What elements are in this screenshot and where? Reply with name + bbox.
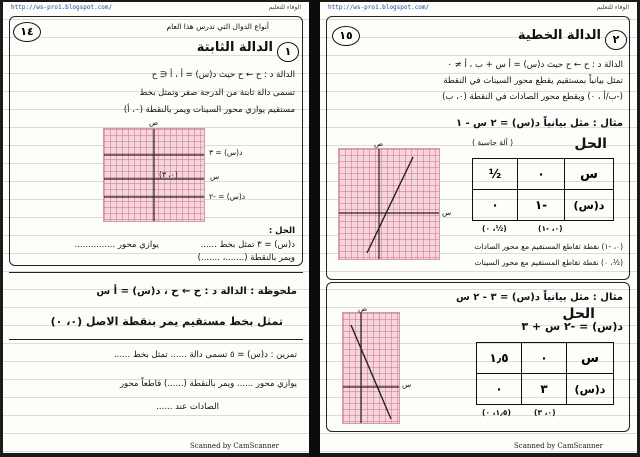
left-solution-heading: الحل : (268, 226, 295, 236)
left-graph-x-label: س (210, 172, 220, 181)
right-ex2-table-x1: ٠ (522, 343, 567, 374)
left-solution-line-2: يوازي محور ............... (74, 240, 159, 250)
right-page (320, 2, 637, 453)
right-ex2-table-x2: ١٫٥ (477, 343, 522, 374)
right-ex1-table-x1: ٠ (518, 159, 565, 190)
right-ex1-question: مثال : مثل بيانياً د(س) = ٢ س - ١ (455, 118, 623, 129)
left-graph-lower-label: د(س) = -٢ (209, 192, 246, 201)
right-ex2-rewrite: د(س) = -٢ س + ٣ (521, 320, 623, 333)
right-ex2-plot-line (351, 325, 391, 419)
left-exercise-line-3: الصادات عند ...... (156, 402, 219, 412)
left-def-line-2: تسمى دالة ثابتة من الدرجة صفر وتمثل بخط (139, 88, 295, 98)
right-ex2-table (476, 342, 614, 405)
right-ex1-table (472, 158, 614, 221)
right-ex2-table-y1: ٣ (522, 374, 567, 405)
right-ex1-table-x2: ½ (473, 159, 518, 190)
right-ex1-plot-line (367, 157, 413, 253)
right-ex2-question: مثال : مثل بيانياً د(س) = ٣ - ٢ س (455, 292, 623, 303)
left-header-subtitle: أنواع الدوال التي تدرس هذا العام (166, 22, 269, 31)
left-divider (9, 272, 303, 273)
right-ex2-solution: الحل (562, 306, 595, 322)
right-ex2-point-2: (١٫٥، ٠) (482, 408, 511, 417)
right-ex2-x-label: س (402, 380, 412, 389)
left-page (3, 2, 309, 453)
left-url[interactable]: http://ws-pro1.blogspot.com/ (11, 4, 113, 11)
right-def-line-2: تمثل بيانياً بمستقيم يقطع محور السينات في النقطة (443, 76, 623, 86)
right-ex1-table-header-x: س (565, 159, 614, 190)
right-scanned-label: Scanned by CamScanner (514, 442, 603, 450)
left-scanned-label: Scanned by CamScanner (190, 442, 279, 450)
left-def-line-1: الدالة د : ح ← ح حيث د(س) = أ ، أ ∈ ح (151, 70, 295, 80)
book-gutter (309, 0, 320, 457)
right-def-line-3: (-ب/أ ، ٠) ويقطع محور الصادات في النقطة (٠، ب) (442, 92, 623, 102)
left-title-number: ١ (277, 42, 299, 62)
left-graph-upper-label: د(س) = ٣ (209, 148, 243, 157)
right-ex2-table-y2: ٠ (477, 374, 522, 405)
left-divider-2 (9, 339, 303, 340)
left-exercise-line-1: تمرين : د(س) = ٥ تسمى دالة ...... تمثل بخط ...... (113, 350, 297, 360)
right-ex1-solution: الحل (574, 136, 607, 152)
left-note-body: تمثل بخط مستقيم يمر بنقطة الاصل (٠، ٠) (50, 315, 283, 328)
right-ex2-y-label: ص (358, 304, 368, 313)
right-ex1-table-y1: -١ (518, 190, 565, 221)
right-ex1-intersection-1: (٠، -١) نقطة تقاطع المستقيم مع محور الصادات (474, 242, 623, 251)
right-ex1-x-label: س (442, 208, 452, 217)
right-ex1-table-y2: ٠ (473, 190, 518, 221)
left-brand: الوفاء للتعليم (268, 4, 301, 11)
right-def-line-1: الدالة د : ح ← ح حيث د(س) = أ س + ب ، أ ≠ ٠ (447, 60, 623, 70)
right-ex1-graph (338, 148, 440, 260)
right-page-number: ١٥ (332, 26, 360, 46)
left-page-number: ١٤ (13, 22, 41, 42)
right-title: الدالة الخطية (517, 28, 601, 43)
left-note-title: ملحوظة : الدالة د : ح ← ح ، د(س) = أ س (96, 286, 297, 297)
right-ex1-table-header-y: د(س) (565, 190, 614, 221)
right-ex1-point-2: (½، ٠) (482, 224, 507, 233)
left-graph-point-label: (٠، ٣) (159, 170, 178, 179)
right-ex2-table-header-x: س (567, 343, 614, 374)
right-brand: الوفاء للتعليم (596, 4, 629, 11)
right-ex1-point-1: (٠، -١) (538, 224, 563, 233)
left-graph-y-label: ص (149, 118, 159, 127)
left-solution-line-1: د(س) = ٣ تمثل بخط ...... (200, 240, 295, 250)
right-ex1-intersection-2: (½، ٠) نقطة تقاطع المستقيم مع محور السينات (474, 258, 623, 267)
right-url[interactable]: http://ws-pro1.blogspot.com/ (328, 4, 430, 11)
left-def-line-3: مستقيم يوازي محور السينات ويمر بالنقطة (٠، أ) (123, 105, 295, 115)
right-ex1-y-label: ص (374, 139, 384, 148)
left-exercise-line-2: يوازي محور ...... ويمر بالنقطة (......) قاطعاً محور (119, 379, 297, 389)
left-graph (103, 128, 205, 222)
right-ex2-point-1: (٠، ٣) (534, 408, 556, 417)
left-solution-line-3: ويمر بالنقطة (.......، .......) (197, 253, 295, 263)
right-ex1-note: ( آلة حاسبة ) (472, 138, 513, 147)
right-title-number: ٢ (605, 30, 627, 50)
right-ex2-graph (342, 312, 400, 424)
left-title: الدالة الثابتة (196, 40, 273, 55)
right-ex2-table-header-y: د(س) (567, 374, 614, 405)
